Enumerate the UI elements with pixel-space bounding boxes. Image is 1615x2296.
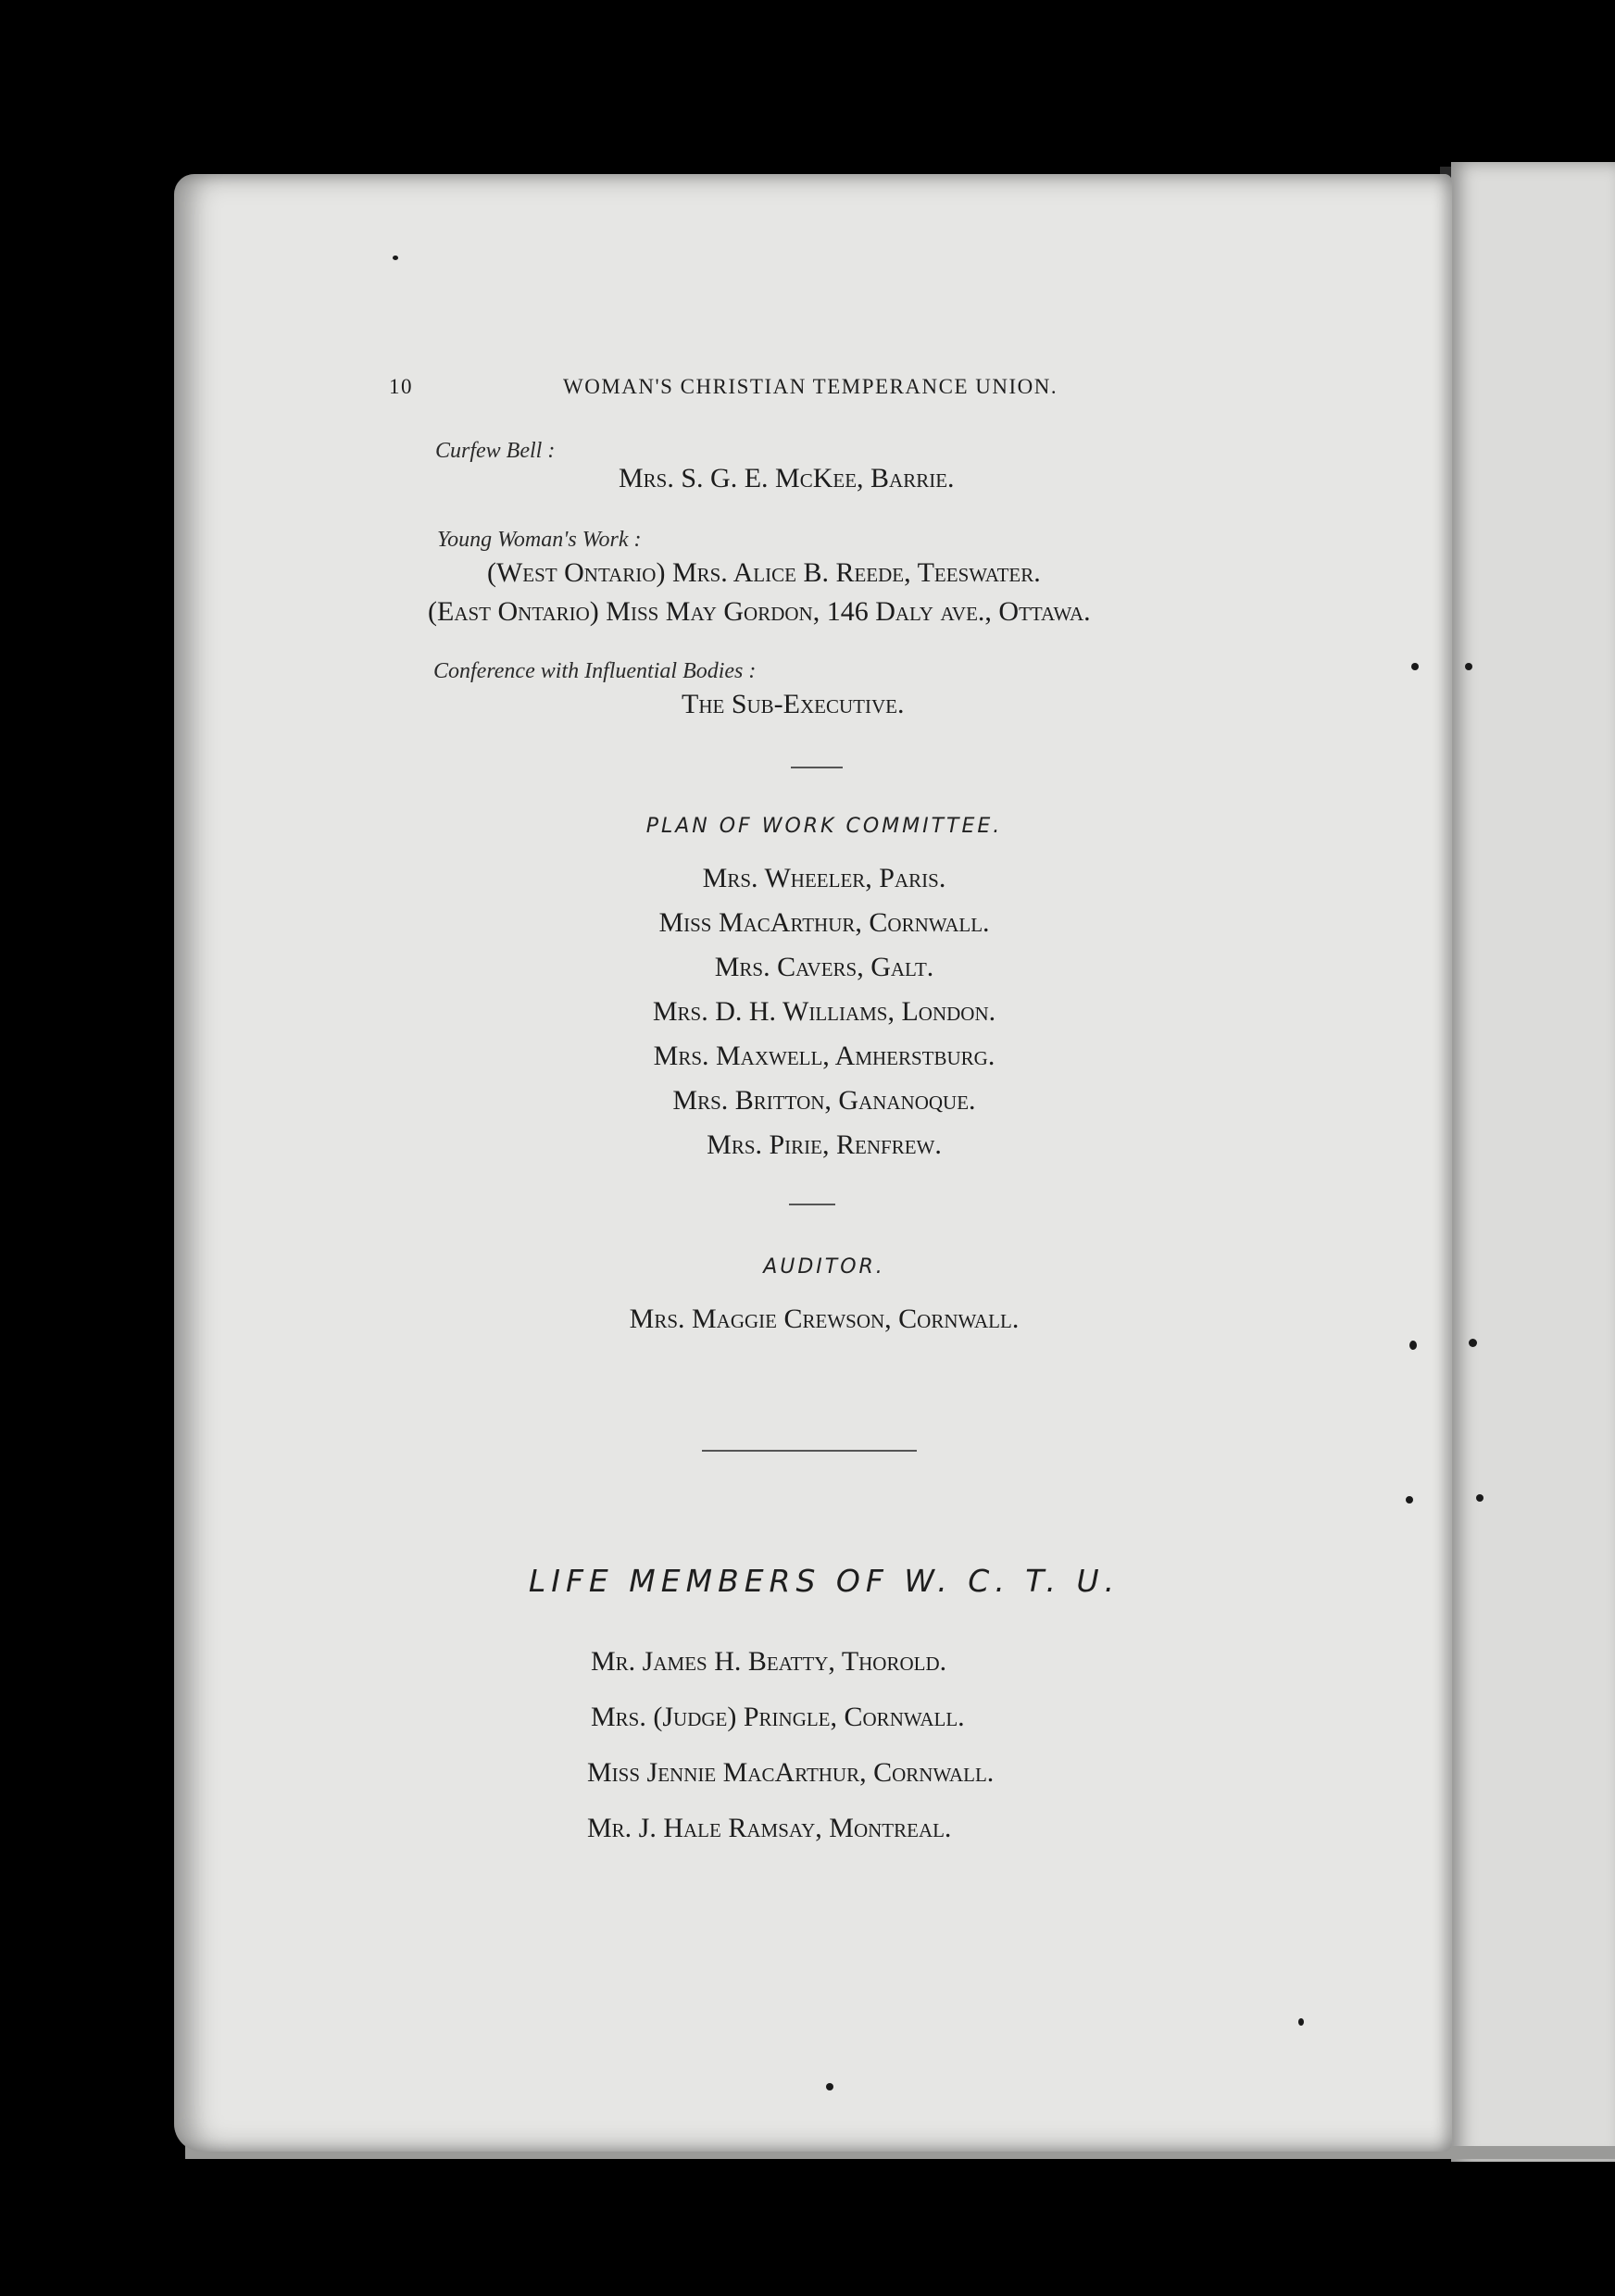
page-number: 10 xyxy=(389,375,413,398)
conference-label: Conference with Influential Bodies : xyxy=(433,659,757,683)
scan-speck xyxy=(393,256,398,260)
auditor-name: Mrs. Maggie Crewson, Cornwall. xyxy=(629,1304,1020,1334)
divider-long xyxy=(702,1450,917,1452)
plan-member: Mrs. Britton, Gananoque. xyxy=(672,1085,976,1116)
scan-speck xyxy=(826,2083,833,2090)
curfew-bell-label: Curfew Bell : xyxy=(435,439,556,463)
scan-speck xyxy=(1465,663,1472,670)
young-womans-work-east: (East Ontario) Miss May Gordon, 146 Daly ave., Ottawa. xyxy=(428,596,1091,627)
divider-short-1 xyxy=(791,767,843,768)
plan-member: Mrs. Cavers, Galt. xyxy=(714,952,934,982)
life-member: Mr. J. Hale Ramsay, Montreal. xyxy=(587,1813,952,1843)
auditor-heading: AUDITOR. xyxy=(763,1255,885,1279)
life-member: Mr. James H. Beatty, Thorold. xyxy=(591,1646,947,1677)
conference-entry: The Sub-Executive. xyxy=(682,689,905,719)
running-head: WOMAN'S CHRISTIAN TEMPERANCE UNION. xyxy=(563,375,1058,398)
plan-of-work-heading: PLAN OF WORK COMMITTEE. xyxy=(645,815,1003,838)
young-womans-work-west: (West Ontario) Mrs. Alice B. Reede, Teeswater. xyxy=(487,557,1041,588)
right-page-edge xyxy=(1451,162,1615,2162)
scan-speck xyxy=(1469,1339,1477,1347)
life-member: Miss Jennie MacArthur, Cornwall. xyxy=(587,1757,995,1788)
life-members-heading: LIFE MEMBERS OF W. C. T. U. xyxy=(528,1563,1120,1599)
plan-member: Mrs. Maxwell, Amherstburg. xyxy=(653,1041,995,1071)
scan-speck xyxy=(1298,2018,1304,2026)
scan-speck xyxy=(1406,1496,1413,1504)
scan-speck xyxy=(1411,663,1419,670)
scan-speck xyxy=(1409,1341,1417,1350)
plan-member: Mrs. Pirie, Renfrew. xyxy=(707,1129,942,1160)
plan-member: Miss MacArthur, Cornwall. xyxy=(658,907,990,938)
plan-member: Mrs. Wheeler, Paris. xyxy=(702,863,946,893)
life-member: Mrs. (Judge) Pringle, Cornwall. xyxy=(591,1702,965,1732)
plan-member: Mrs. D. H. Williams, London. xyxy=(652,996,996,1027)
scan-speck xyxy=(1476,1494,1484,1502)
curfew-bell-entry: Mrs. S. G. E. McKee, Barrie. xyxy=(619,463,955,493)
divider-short-2 xyxy=(789,1204,835,1205)
young-womans-work-label: Young Woman's Work : xyxy=(437,528,642,552)
